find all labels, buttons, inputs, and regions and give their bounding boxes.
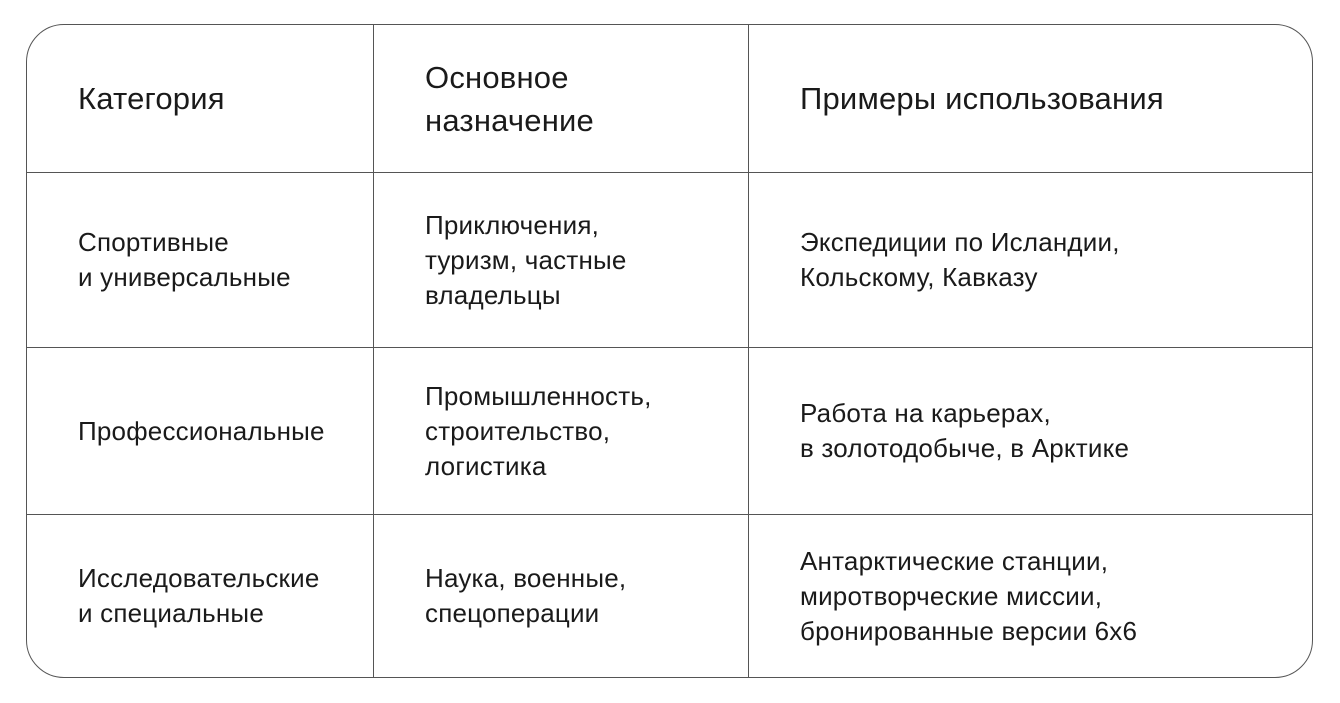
header-purpose: Основное назначение [374,25,749,173]
table-cell-category: Профессиональные [27,348,374,515]
table-cell-examples: Антарктические станции, миротворческие миссии, бронированные версии 6х6 [800,545,1138,646]
table-cell-category: Исследовательские и специальные [27,515,374,677]
table-cell-examples: Работа на карьерах, в золотодобыче, в Арктике [749,348,1312,515]
table-cell-purpose: Наука, военные, спецоперации [374,515,749,677]
table-cell-examples: Экспедиции по Исландии, Кольскому, Кавказу [749,173,1312,348]
table-cell-purpose: Промышленность, строительство, логистика [374,348,749,515]
table-grid [27,25,1312,677]
table-cell-purpose: Приключения, туризм, частные владельцы [374,173,749,348]
table-cell-category: Спортивные и универсальные [27,173,374,348]
header-category: Категория [27,25,374,173]
header-examples: Примеры использования [749,25,1312,173]
comparison-table [26,24,1313,678]
